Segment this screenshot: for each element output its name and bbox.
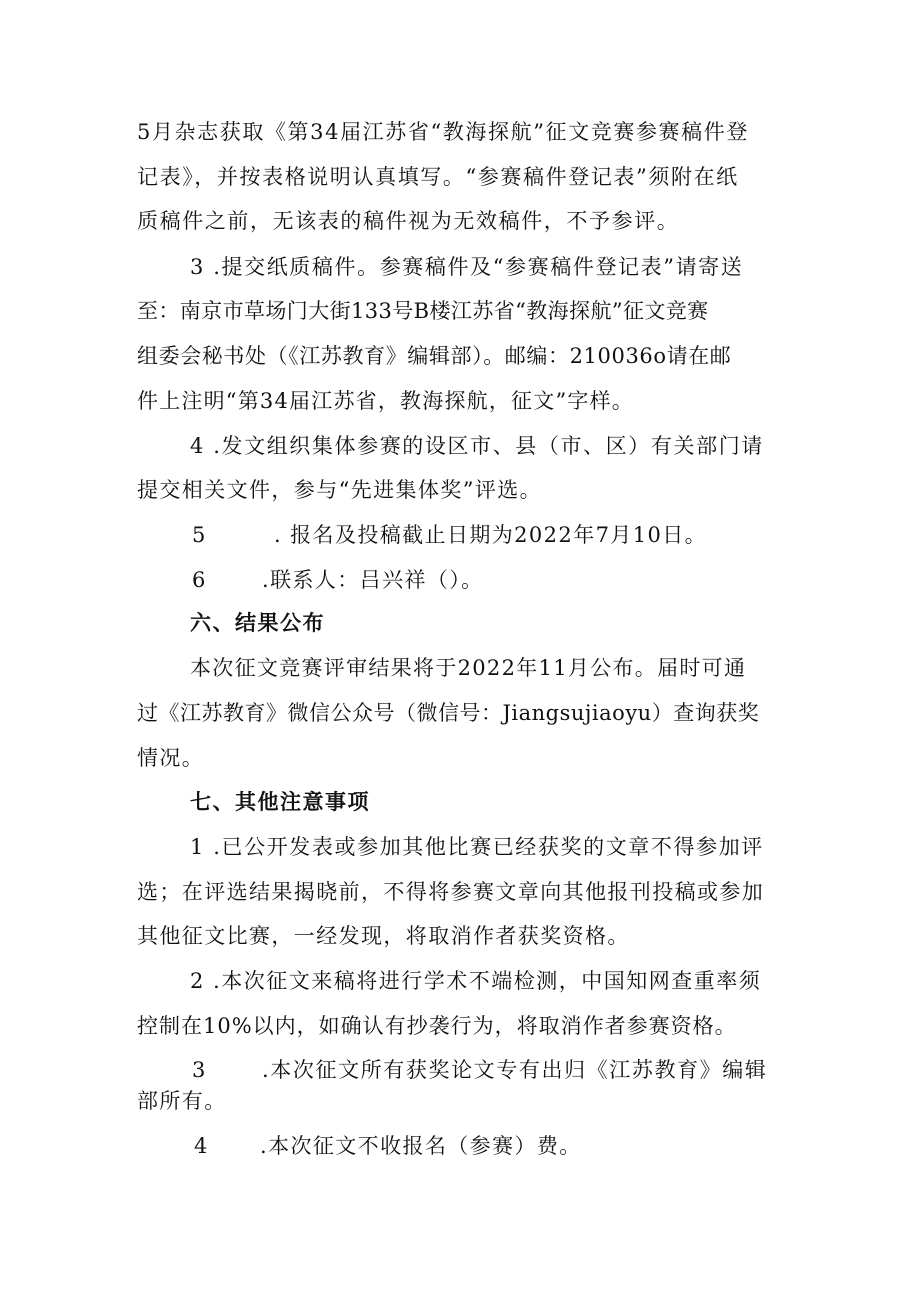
section-heading: 六、结果公布 (190, 611, 325, 635)
text-line: 件上注明“第34届江苏省，教海探航，征文”字样。 (137, 389, 634, 413)
item-text: .本次征文不收报名（参赛）费。 (260, 1134, 582, 1158)
text-line: 过《江苏教育》微信公众号（微信号：Jiangsujiaoyu）查询获奖 (137, 701, 760, 725)
text-line: 至：南京市草场门大街133号B楼江苏省“教海探航”征文竞赛 (137, 299, 709, 323)
item-text: .联系人：吕兴祥（）。 (262, 568, 484, 592)
text-line: 部所有。 (137, 1089, 227, 1113)
text-line: 质稿件之前，无该表的稿件视为无效稿件，不予参评。 (137, 209, 680, 233)
text-line: 2 .本次征文来稿将进行学术不端检测，中国知网查重率须 (190, 969, 762, 993)
text-line: 5月杂志获取《第34届江苏省“教海探航”征文竞赛参赛稿件登 (137, 120, 749, 144)
text-line: 其他征文比赛，一经发现，将取消作者获奖资格。 (137, 924, 630, 948)
item-number: 4 (194, 1134, 208, 1158)
text-line: 记表》，并按表格说明认真填写。“参赛稿件登记表”须附在纸 (137, 165, 739, 189)
item-number: 6 (192, 568, 206, 592)
item-number: 5 (192, 523, 206, 547)
text-line: 本次征文竞赛评审结果将于2022年11月公布。届时可通 (190, 656, 747, 680)
item-text: .本次征文所有获奖论文专有出归《江苏教育》编辑 (262, 1058, 768, 1082)
text-line: 情况。 (137, 746, 205, 770)
text-line: 组委会秘书处（《江苏教育》编辑部）。邮编：210036o请在邮 (137, 344, 732, 368)
text-line: 选；在评选结果揭晓前，不得将参赛文章向其他报刊投稿或参加 (137, 880, 765, 904)
text-line: 3 .提交纸质稿件。参赛稿件及“参赛稿件登记表”请寄送 (190, 255, 744, 279)
text-line: 控制在10%以内，如确认有抄袭行为，将取消作者参赛资格。 (137, 1014, 737, 1038)
text-line: 提交相关文件，参与“先进集体奖”评选。 (137, 478, 543, 502)
section-heading: 七、其他注意事项 (190, 790, 370, 814)
text-line: 1 .已公开发表或参加其他比赛已经获奖的文章不得参加评 (190, 835, 764, 859)
item-text: . 报名及投稿截止日期为2022年7月10日。 (274, 523, 708, 547)
item-number: 3 (192, 1058, 206, 1082)
text-line: 4 .发文组织集体参赛的设区市、县（市、区）有关部门请 (190, 434, 764, 458)
